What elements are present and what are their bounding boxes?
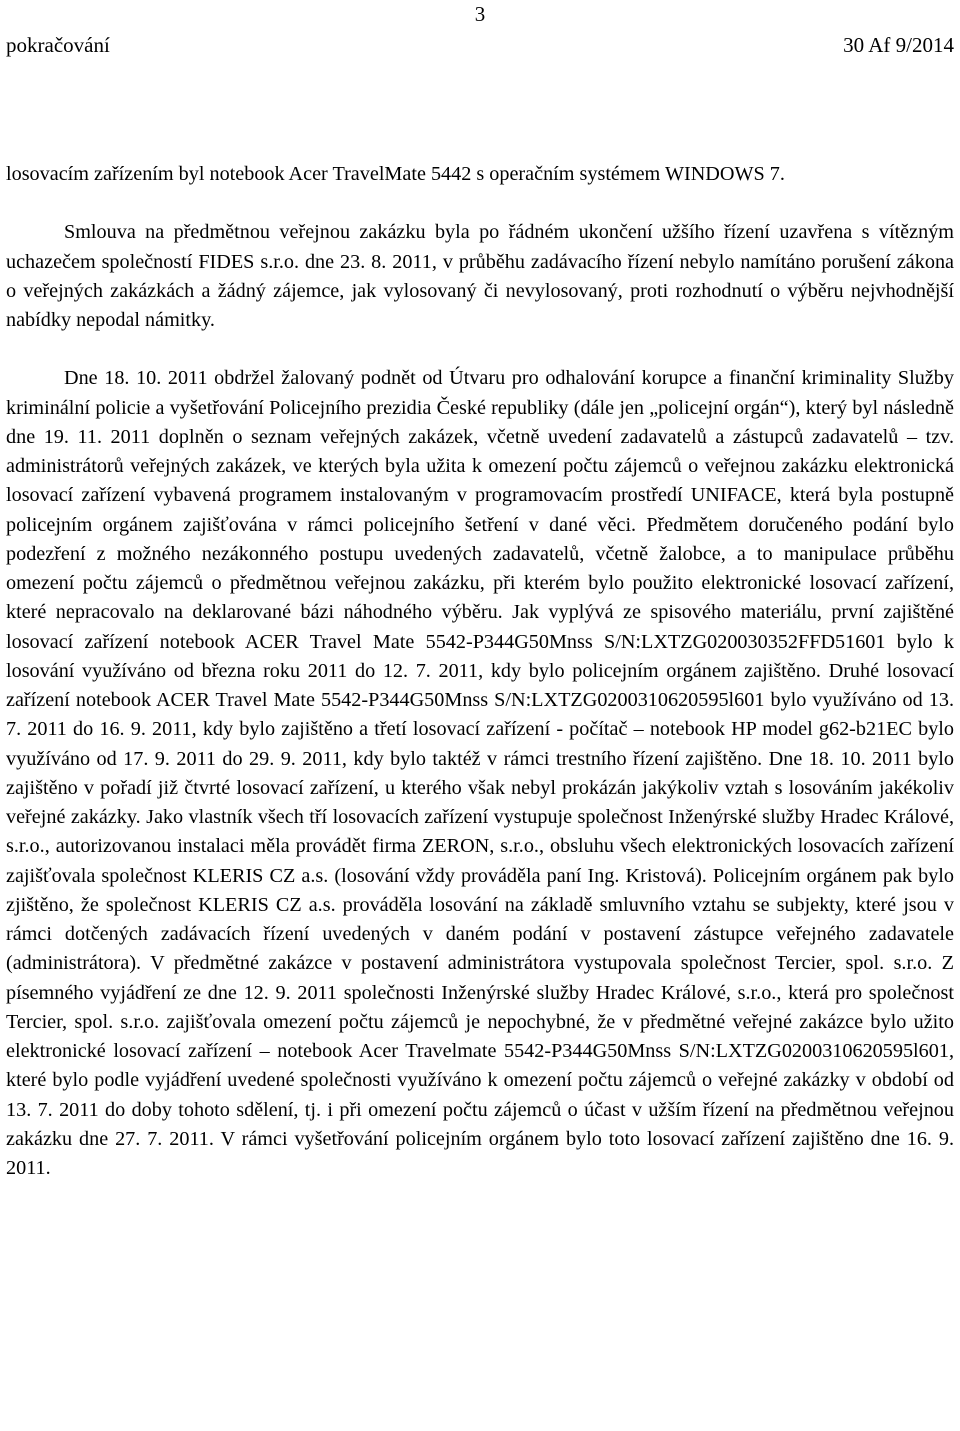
document-body xyxy=(6,160,954,1183)
paragraph-1: losovacím zařízením byl notebook Acer TravelMate 5442 s operačním systémem WINDOWS 7. xyxy=(6,163,785,185)
paragraph-2: Smlouva na předmětnou veřejnou zakázku byla po řádném ukončení užšího řízení uzavřena s vítězným uchazečem společností FIDES s.r.o. dne 23. 8. 2011, v průběhu zadávacího řízení nebylo namítáno porušení zákona o veřejných zakázkách a žádný zájemce, jak vylosovaný či nevylosovaný, proti rozhodnutí o výběru nejvhodnější nabídky nepodal námitky. xyxy=(6,221,954,331)
header-continuation-label: pokračování xyxy=(6,33,110,57)
case-number: 30 Af 9/2014 xyxy=(843,33,954,57)
page-number: 3 xyxy=(474,2,486,26)
paragraph-3: Dne 18. 10. 2011 obdržel žalovaný podnět od Útvaru pro odhalování korupce a finanční kriminality Služby kriminální policie a vyšetřování Policejního prezidia České republiky (dále jen „policejní orgán“), který byl následně dne 19. 11. 2011 doplněn o seznam veřejných zakázek, včetně uvedení zadavatelů a zástupců zadavatelů – tzv. administrátorů veřejných zakázek, ve kterých byla užita k omezení počtu zájemců o veřejnou zakázku elektronická losovací zařízení vybavená programem instalovaným v programovacím prostředí UNIFACE, která byla postupně policejním orgánem zajišťována v rámci policejního šetření v dané věci. Předmětem doručeného podání bylo podezření z možného nezákonného postupu uvedených zadavatelů, včetně žalobce, a to manipulace průběhu omezení počtu zájemců o předmětnou veřejnou zakázku, při kterém bylo použito elektronické losovací zařízení, které nepracovalo na deklarované bázi náhodného výběru. Jak vyplývá ze spisového materiálu, první zajištěné losovací zařízení notebook ACER Travel Mate 5542-P344G50Mnss S/N:LXTZG020030352FFD51601 bylo k losování využíváno od března roku 2011 do 12. 7. 2011, kdy bylo policejním orgánem zajištěno. Druhé losovací zařízení notebook ACER Travel Mate 5542-P344G50Mnss S/N:LXTZG0200310620595l601 bylo využíváno od 13. 7. 2011 do 16. 9. 2011, kdy bylo zajištěno a třetí losovací zařízení - počítač – notebook HP model g62-b21EC bylo využíváno od 17. 9. 2011 do 29. 9. 2011, kdy bylo taktéž v rámci trestního řízení zajištěno. Dne 18. 10. 2011 bylo zajištěno v pořadí již čtvrté losovací zařízení, u kterého však nebyl prokázán jakýkoliv vztah s losováním jakékoliv veřejné zakázky. Jako vlastník všech tří losovacích zařízení vystupuje společnost Inženýrské služby Hradec Králové, s.r.o., autorizovanou instalaci měla provádět firma ZERON, s.r.o., obsluhu všech elektronických losovacích zařízení zajišťovala společnost KLERIS CZ a.s. (losování vždy prováděla paní Ing. Kristová). Policejním orgánem pak bylo zjištěno, že společnost KLERIS CZ a.s. prováděla losování na základě smluvního vztahu se subjekty, které jsou v rámci dotčených zadávacích řízení uvedených v daném podání v postavení zástupce veřejného zadavatele (administrátora). V předmětné zakázce v postavení administrátora vystupovala společnost Tercier, spol. s.r.o. Z písemného vyjádření ze dne 12. 9. 2011 společnosti Inženýrské služby Hradec Králové, s.r.o., která pro společnost Tercier, spol. s.r.o. zajišťovala omezení počtu zájemců je nepochybné, že v předmětné veřejné zakázce bylo užito elektronické losovací zařízení – notebook Acer Travelmate 5542-P344G50Mnss S/N:LXTZG0200310620595l601, které bylo podle vyjádření uvedené společnosti využíváno k omezení počtu zájemců o veřejné zakázky v období od 13. 7. 2011 do doby tohoto sdělení, tj. i při omezení počtu zájemců o účast v užším řízení na předmětnou veřejnou zakázku dne 27. 7. 2011. V rámci vyšetřování policejním orgánem bylo toto losovací zařízení zajištěno dne 16. 9. 2011. xyxy=(6,367,954,1179)
